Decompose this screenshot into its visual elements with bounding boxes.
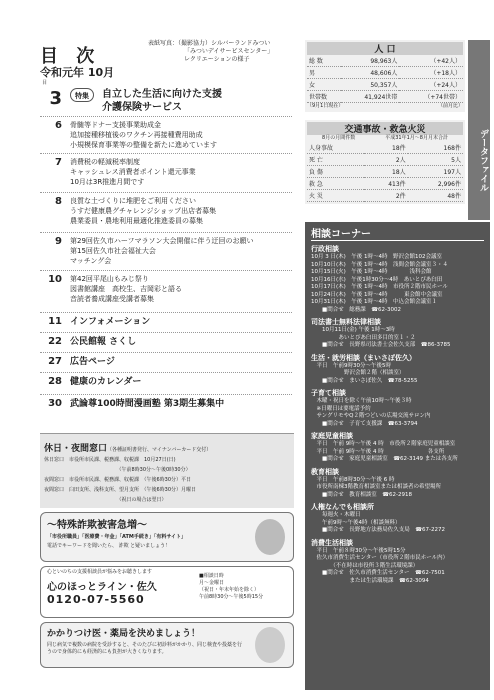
table-cell: 2人 — [364, 154, 408, 166]
traffic-head2: 平成31年1月〜8月月末合計 — [385, 135, 448, 141]
consult-item: 佐久市消費生活センター（市役所２階市民ホール内） — [311, 555, 449, 561]
table-cell: （+74世帯） — [399, 91, 463, 103]
consult-item: 10月16日(水) 午後1時30分〜4時 あいとぴあ臼田 — [311, 276, 443, 283]
toc-entry — [40, 336, 290, 348]
holiday-subtitle: （各種証明書発行、マイナンバーカード交付） — [107, 447, 212, 453]
toc-divider — [40, 116, 292, 117]
toc-divider — [40, 332, 292, 333]
consult-item: 10月31日(木) 午後 1時〜4時 中込会館会議室１ — [311, 299, 438, 305]
consult-item: 木曜・祝日を除く午前10時〜午後３時 — [311, 398, 412, 404]
consult-item: 10月11日(金) 午後 1時〜3時 — [311, 327, 395, 333]
toc-line: 健康のカレンダー — [70, 377, 142, 387]
consult-item: サングリモやQ２階つどいの広場交流サロン内 — [311, 413, 431, 419]
table-cell: （+42人） — [399, 55, 463, 67]
toc-page-label: 目 — [42, 80, 48, 86]
consult-item: 平日 午前 9時〜午後 4 時 市役所２階家庭児童相談室 — [311, 441, 456, 447]
table-cell: 413件 — [364, 178, 408, 190]
table-cell: 50,357人 — [341, 79, 399, 91]
toc-entry — [40, 274, 290, 304]
population-panel — [305, 40, 465, 112]
toc-entry — [40, 376, 290, 388]
table-row — [307, 79, 463, 91]
fraud-title: 〜特殊詐欺被害急増〜 — [47, 520, 147, 531]
toc-divider — [40, 192, 292, 193]
toc-line: キャッシュレス消費者ポイント還元事業 — [70, 168, 196, 176]
consult-item: ■問合せ 子育て支援課 ☎63-3794 — [311, 420, 418, 427]
toc-divider — [40, 270, 292, 271]
consult-section-title: 生活・就労相談（まいさぽ佐久） — [311, 353, 416, 362]
toc-entry — [40, 236, 290, 266]
table-row — [307, 142, 463, 154]
hotline-pre: 心といのちの支援相談員が悩みをお聴きします — [47, 569, 153, 575]
table-cell: 48,606人 — [341, 67, 399, 79]
consult-item: 市役所南棟3階教育相談室または相談者の希望場所 — [311, 484, 442, 490]
fraud-line2: 電話でキーワードを聞いたら、 詐欺 と疑いましょう！ — [47, 543, 171, 549]
consult-item: 10月10日(木) 午後 1時〜4時 浅間会館会議室３・４ — [311, 261, 449, 268]
toc-entry — [40, 88, 290, 114]
table-cell: 人身事故 — [307, 142, 364, 154]
population-table — [307, 55, 463, 103]
page-title: 目 次 — [40, 46, 101, 67]
toc-line: 消費税の軽減税率制度 — [70, 158, 140, 166]
holiday-row: （午前8時30分〜午後0時30分） — [44, 467, 191, 473]
consult-section-title: 家庭児童相談 — [311, 432, 353, 440]
consult-section-title: 人権なんでも相談所 — [311, 503, 374, 511]
holiday-title: 休日・夜間窓口 — [44, 444, 108, 454]
consult-item: 10月15日(火) 午後 1時〜4時 浅科会館 — [311, 269, 432, 275]
holiday-row: 夜間窓口 市役所市民課、税務課、収税課 （午後6時30分）平日 — [44, 477, 192, 483]
fraud-line1: 「市役所職員」「医療費・年金」「ATM手続き」「有料サイト」 — [47, 534, 187, 540]
table-cell: 救 急 — [307, 178, 364, 190]
consult-item: （不在時は市役所３階生活環境課） — [311, 562, 419, 569]
table-cell: 2件 — [364, 190, 408, 202]
consult-item: ■問合せ 家庭児童相談室 ☎62-3149 または各支所 — [311, 456, 458, 462]
toc-page-number: 28 — [48, 376, 62, 387]
consult-item: あいとぴあ臼田多目的室１・２ — [311, 334, 416, 341]
table-cell: 女 — [307, 79, 341, 91]
consult-panel — [305, 222, 490, 690]
toc-page-number: 6 — [55, 120, 62, 131]
holiday-rows — [44, 455, 290, 505]
toc-page-number: 3 — [49, 88, 62, 109]
toc-entry — [40, 356, 290, 368]
consult-item: ■問合せ 長野地方法務局佐久支局 ☎67-2272 — [311, 527, 446, 533]
table-cell: 197人 — [408, 166, 463, 178]
toc-divider — [40, 372, 292, 373]
table-row — [307, 67, 463, 79]
consult-item: 野沢会館２階（相談室） — [311, 370, 405, 376]
table-cell: 18人 — [364, 166, 408, 178]
table-row — [307, 154, 463, 166]
consult-item: 平日 午前9時30分〜午後5時 — [311, 362, 391, 369]
toc-line: 良質な土づくりに堆肥をご利用ください — [70, 197, 196, 205]
doctor-body: 同じ病気で複数の病院を受診すると、そのたびに初診料がかかり、同じ検査や投薬を行うので身体的にも経済的にも負担が大きくなります。 — [47, 642, 243, 655]
consult-item: ■問合せ まいさぽ佐久 ☎78-5255 — [311, 377, 418, 384]
holiday-window-box — [40, 433, 294, 507]
table-cell: 男 — [307, 67, 341, 79]
traffic-panel — [305, 120, 465, 204]
population-note2: （前月比） — [437, 103, 463, 109]
doctor-box — [40, 622, 294, 668]
consult-item: 10月 3 日(木) 午後 1時〜4時 野沢会館102会議室 — [311, 254, 443, 260]
consult-item: 平日 午前8時30分〜午後 6 時 — [311, 476, 395, 483]
table-row — [307, 190, 463, 202]
consult-item: ■問合せ 教育相談室 ☎62-2918 — [311, 491, 413, 498]
table-row — [307, 55, 463, 67]
toc-line: インフォメーション — [70, 317, 151, 327]
toc-line: 追加接種移植後のワクチン再接種費用助成 — [70, 131, 203, 139]
toc-divider — [40, 312, 292, 313]
consult-section-title: 司法書士無料法律相談 — [311, 318, 381, 326]
toc-page-number: 30 — [48, 398, 62, 409]
toc-page-number: 11 — [48, 316, 62, 327]
consult-item: 毎週火・木曜日 — [311, 512, 361, 518]
consult-item: 10月17日(木) 午後 1時〜4時 市役所２階市民ホール — [311, 284, 448, 290]
toc-line: 広告ページ — [70, 357, 115, 367]
toc-line: 武論尊100時間漫画塾 第3期生募集中 — [70, 399, 225, 409]
consult-title: 相談コーナー — [311, 225, 484, 241]
toc-divider — [40, 153, 292, 154]
toc-page-number: 22 — [48, 336, 62, 347]
toc-line: 図書館講座 高校生、吉岡彩と語る — [70, 285, 182, 293]
holiday-row: （祝日の場合は翌日） — [44, 497, 167, 503]
consult-item: ■問合せ 総務課 ☎62-3002 — [311, 306, 402, 313]
data-file-side-label: データファイル — [468, 40, 490, 220]
traffic-table — [307, 142, 463, 202]
consult-item: 午前9時〜午後4時（相談無料） — [311, 519, 401, 526]
issue-date: 令和元年 10月 — [40, 66, 115, 79]
toc-line: 第42回平尾山もみじ祭り — [70, 275, 149, 283]
toc-divider — [40, 232, 292, 233]
table-cell: 死 亡 — [307, 154, 364, 166]
toc-entry — [40, 316, 290, 328]
consult-item: ■問合せ 長野県司法書士会佐久支部 ☎86-3785 — [311, 342, 451, 348]
toc-line: 自立した生活に向けた支援 — [102, 89, 222, 100]
table-cell: 18件 — [364, 142, 408, 154]
table-cell: 総 数 — [307, 55, 341, 67]
table-row — [307, 166, 463, 178]
toc-entry — [40, 398, 290, 410]
elderly-illustration-icon — [255, 519, 285, 555]
hotline-box — [40, 566, 294, 618]
toc-divider — [40, 352, 292, 353]
traffic-title: 交通事故・救急火災 — [307, 122, 463, 135]
consult-item: または生活環境課 ☎62-3094 — [311, 577, 429, 584]
toc-line: 小規模保育事業等の整備を新たに進めています — [70, 141, 217, 149]
table-cell: 48件 — [408, 190, 463, 202]
table-cell: （+24人） — [399, 79, 463, 91]
toc-line: 第29回佐久市ハーフマラソン大会開催に伴う迂回のお願い — [70, 237, 254, 245]
toc-page-number: 10 — [48, 274, 62, 285]
population-title: 人 口 — [307, 42, 463, 55]
doctor-illustration-icon — [255, 627, 285, 663]
consult-section-title: 消費生活相談 — [311, 538, 353, 547]
toc-page-number: 27 — [48, 356, 62, 367]
hotline-note: ■相談日時 月〜金曜日 （祝日・年末年始を除く） 午前8時30分〜午後5時15分 — [199, 573, 264, 600]
toc-divider — [40, 394, 292, 395]
table-cell: （+18人） — [399, 67, 463, 79]
doctor-title: かかりつけ医・薬局を決めましょう！ — [47, 629, 201, 639]
toc-entry — [40, 196, 290, 226]
consult-section-title: 行政相談 — [311, 245, 339, 253]
hotline-number: 0120-07-5560 — [47, 593, 145, 606]
table-cell: 2,996件 — [408, 178, 463, 190]
consult-section-title: 教育相談 — [311, 467, 339, 476]
population-note: （9月1日現在） — [307, 103, 344, 109]
table-cell: 41,924世帯 — [341, 91, 399, 103]
toc-line: 骨髄等ドナー支援事業助成金 — [70, 121, 161, 129]
hotline-title: 心のほっとライン・佐久 — [47, 582, 157, 593]
consult-item: ※日曜日は要電話予約 — [311, 405, 371, 412]
toc-line: 10月は3R推進月間です — [70, 178, 145, 186]
toc-page-number: 9 — [55, 236, 62, 247]
table-row — [307, 91, 463, 103]
consult-section-title: 子育て相談 — [311, 389, 346, 397]
toc-line: 介護保険サービス — [102, 102, 182, 113]
fraud-warning-box — [40, 512, 294, 562]
holiday-row: 夜間窓口 臼田支所、浅科支所、望月支所 （午後6時30分）月曜日 — [44, 487, 197, 493]
toc-line: 音読者養成講座受講者募集 — [70, 295, 154, 303]
toc-line: 農業委員・農地利用最適化推進委員の募集 — [70, 217, 203, 225]
consult-item: ■問合せ 佐久市消費生活センター ☎62-7501 — [311, 570, 445, 576]
table-cell: 5人 — [408, 154, 463, 166]
table-cell: 168件 — [408, 142, 463, 154]
feature-tag: 特集 — [70, 88, 94, 102]
consult-item: 10月24日(木) 午後 1時〜4時 東会館中会議室 — [311, 291, 443, 298]
table-cell: 火 災 — [307, 190, 364, 202]
table-cell: 世帯数 — [307, 91, 341, 103]
traffic-head: 8月の月間件数 — [322, 135, 356, 141]
consult-item: 平日 午前８時30分〜午後5時15分 — [311, 547, 406, 554]
consult-item: 平日 午前 9時〜午後 4 時 各支所 — [311, 448, 445, 455]
toc-entry — [40, 120, 290, 150]
toc-entry — [40, 157, 290, 187]
photo-caption: 表紙写真：（撮影協力）シルバーランドみつい 「みついデイサービスセンター」 レクリエーションの様子 — [148, 40, 274, 63]
toc-line: マッチング会 — [70, 257, 112, 265]
table-row — [307, 178, 463, 190]
toc-line: うすだ健康農グチャレンジショップ出店者募集 — [70, 207, 217, 215]
toc-page-number: 7 — [55, 157, 62, 168]
toc-line: 公民館報 さくし — [70, 337, 137, 347]
table-cell: 負 傷 — [307, 166, 364, 178]
holiday-row: 休日窓口 市役所市民課、税務課、収税課 10月27日(日) — [44, 457, 176, 463]
toc-line: 第15回佐久市社会福祉大会 — [70, 247, 156, 255]
table-cell: 98,963人 — [341, 55, 399, 67]
toc-page-number: 8 — [55, 196, 62, 207]
